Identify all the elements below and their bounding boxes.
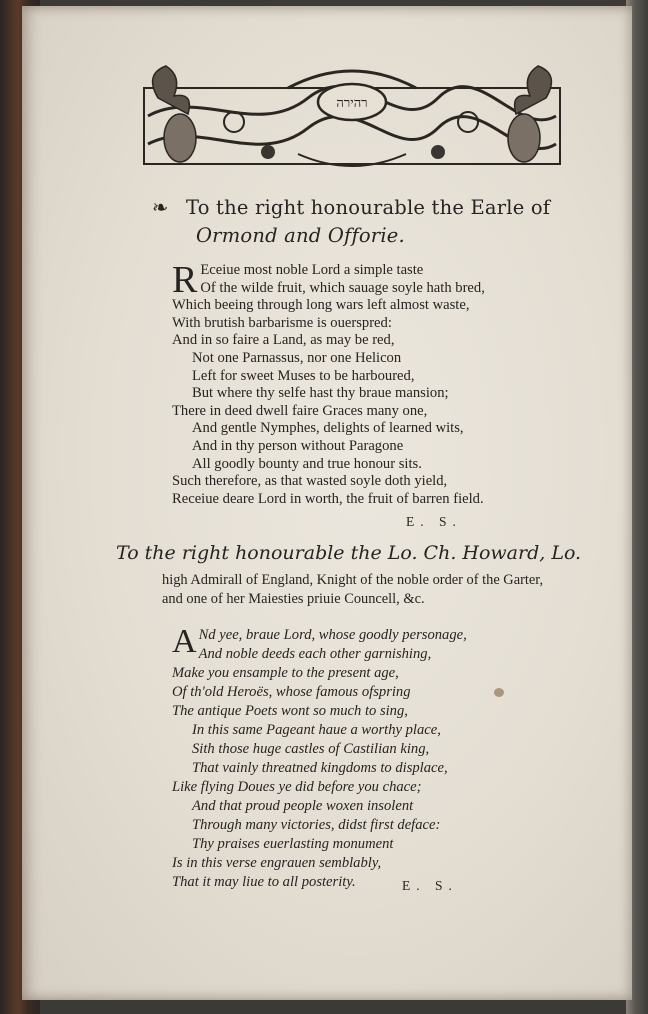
verse-line: And in so faire a Land, as may be red, bbox=[172, 332, 395, 349]
verse-line: Make you ensample to the present age, bbox=[172, 665, 399, 681]
ormond-heading-line2: Ormond and Offorie. bbox=[196, 224, 405, 247]
verse-line: And gentle Nymphes, delights of learned wits, bbox=[192, 420, 464, 437]
verse-line: And in thy person without Paragone bbox=[192, 437, 404, 454]
verse-line: The antique Poets wont so much to sing, bbox=[172, 703, 408, 719]
howard-sub-line1: high Admirall of England, Knight of the noble order of the Garter, bbox=[162, 572, 544, 588]
verse-line: That vainly threatned kingdoms to displace, bbox=[192, 760, 448, 776]
drop-cap-a: A bbox=[172, 623, 197, 660]
verse-line: Receiue deare Lord in worth, the fruit of barren field. bbox=[172, 490, 484, 507]
verse-line: Eceiue most noble Lord a simple taste bbox=[200, 262, 424, 278]
verse-line: Nd yee, braue Lord, whose goodly personage, bbox=[198, 627, 467, 643]
verse-line: Sith those huge castles of Castilian king, bbox=[192, 741, 430, 757]
verse-line: Through many victories, didst first deface: bbox=[192, 817, 441, 833]
headpiece-cartouche-text: רהירה bbox=[336, 96, 368, 111]
howard-sonnet bbox=[172, 623, 572, 892]
verse-line: Left for sweet Muses to be harboured, bbox=[192, 367, 415, 384]
ink-stain bbox=[494, 688, 504, 697]
verse-line: In this same Pageant haue a worthy place, bbox=[192, 722, 441, 738]
verse-line: Of the wilde fruit, which sauage soyle hath bred, bbox=[200, 279, 485, 296]
book-page bbox=[22, 6, 632, 1000]
ornamental-headpiece bbox=[138, 58, 566, 178]
fleuron-ornament: ❧ bbox=[152, 196, 169, 219]
verse-line: Such therefore, as that wasted soyle doth yield, bbox=[172, 473, 448, 490]
howard-signature: E. S. bbox=[402, 878, 458, 893]
verse-line: That it may liue to all posterity. bbox=[172, 874, 356, 890]
ormond-heading-line1: To the right honourable the Earle of bbox=[186, 196, 551, 219]
verse-line: Not one Parnassus, nor one Helicon bbox=[192, 349, 402, 366]
howard-dedication-heading: To the right honourable the Lo. Ch. Howard, Lo. bbox=[116, 542, 582, 564]
verse-line: Thy praises euerlasting monument bbox=[192, 836, 394, 852]
verse-line: Is in this verse engrauen semblably, bbox=[172, 855, 382, 871]
verse-line: Which beeing through long wars left almost waste, bbox=[172, 297, 470, 314]
verse-line: All goodly bounty and true honour sits. bbox=[192, 455, 422, 472]
verse-line: And noble deeds each other garnishing, bbox=[198, 646, 432, 662]
ormond-dedication-heading bbox=[152, 194, 592, 250]
ormond-signature: E. S. bbox=[406, 514, 462, 529]
verse-line: But where thy selfe hast thy braue mansion; bbox=[192, 385, 449, 402]
verse-line: There in deed dwell faire Graces many one, bbox=[172, 402, 428, 419]
howard-sub-line2: and one of her Maiesties priuie Councell, &c. bbox=[162, 591, 425, 607]
verse-line: And that proud people woxen insolent bbox=[192, 798, 414, 814]
verse-line: With brutish barbarisme is ouerspred: bbox=[172, 314, 392, 331]
ormond-sonnet bbox=[172, 259, 572, 508]
howard-dedication-subheading bbox=[162, 571, 622, 609]
verse-line: Of th'old Heroës, whose famous ofspring bbox=[172, 684, 411, 700]
verse-line: Like flying Doues ye did before you chace; bbox=[172, 779, 422, 795]
drop-cap-r: R bbox=[172, 259, 198, 301]
